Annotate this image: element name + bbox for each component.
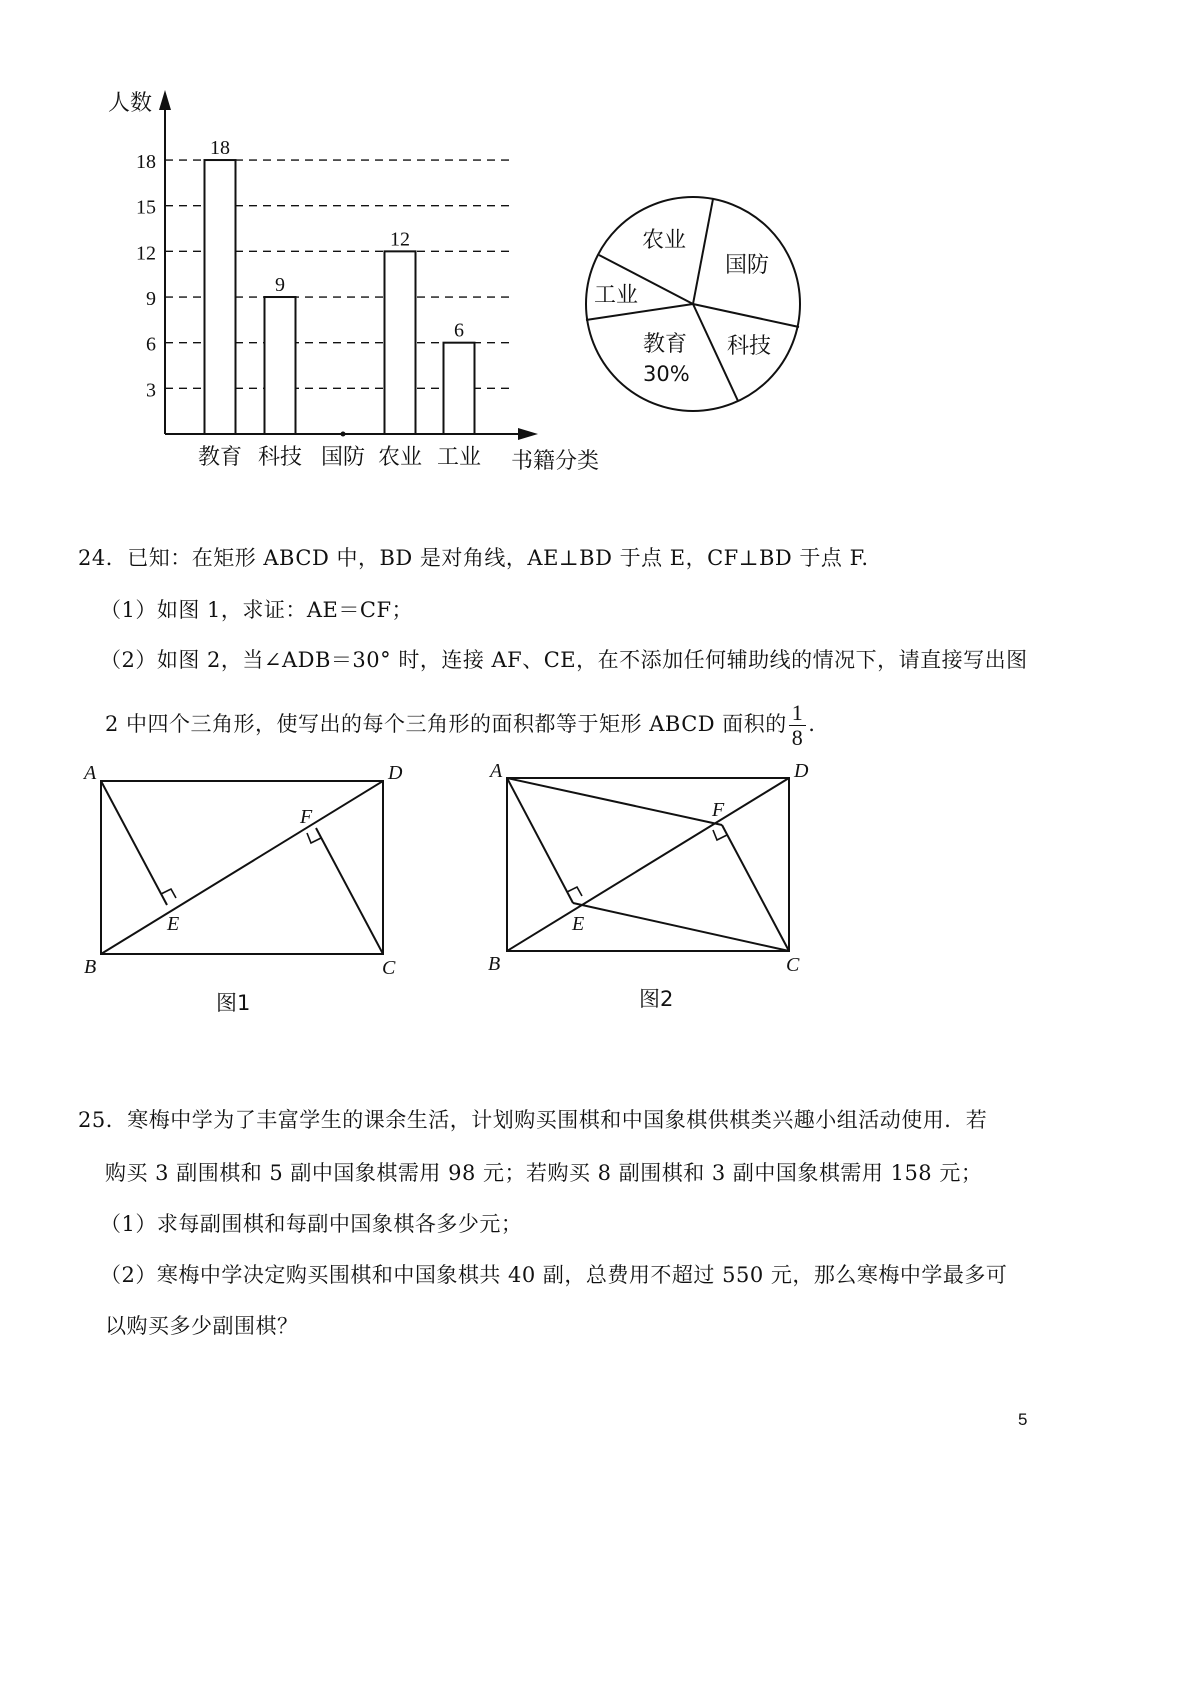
fig2-label-e: E [572, 913, 585, 935]
q24-part2-text: 2 中四个三角形，使写出的每个三角形的面积都等于矩形 ABCD 面积的 [105, 712, 787, 736]
fig1-label-c: C [382, 957, 396, 979]
x-axis-arrow [518, 428, 538, 440]
pie-label-agri: 农业 [642, 228, 687, 253]
x-tick-label-教育: 教育 [197, 445, 243, 470]
pie-annotation-edu: 30% [643, 362, 690, 386]
fig2-diagonal-bd [507, 778, 789, 951]
fig2-label-f: F [712, 799, 725, 821]
fig1-caption: 图1 [216, 991, 251, 1015]
x-tick-label-国防: 国防 [320, 445, 366, 470]
q24-part1: （1）如图 1，求证：AE＝CF； [100, 598, 414, 622]
fig1-label-b: B [84, 956, 97, 978]
bar-工业 [444, 343, 475, 434]
y-tick-label-6: 6 [146, 333, 156, 356]
fig1-label-f: F [300, 806, 313, 828]
pie-label-tech: 科技 [727, 334, 772, 359]
pie-chart [580, 180, 820, 430]
pie-label-defense: 国防 [725, 253, 770, 278]
fig1-segment-ae [101, 781, 167, 905]
fig2-label-c: C [786, 954, 800, 976]
page-number: 5 [1018, 1410, 1028, 1429]
pie-divider-defense-tech [693, 304, 799, 327]
fig2-segment-ae [507, 778, 573, 903]
q25-part2-line1: （2）寒梅中学决定购买围棋和中国象棋共 40 副，总费用不超过 550 元，那么寒梅中学最多可 [100, 1263, 1008, 1287]
q24-part2-line2 [105, 694, 815, 754]
q24-stem: 24．已知：在矩形 ABCD 中，BD 是对角线，AE⊥BD 于点 E，CF⊥BD 于点 F. [78, 546, 869, 570]
y-tick-label-12: 12 [136, 242, 156, 265]
x-tick-label-科技: 科技 [257, 445, 303, 470]
y-axis-arrow [159, 90, 171, 110]
fig2-label-b: B [488, 953, 501, 975]
bar-value-label-科技: 9 [275, 274, 285, 297]
fig2-segment-ce [573, 903, 789, 951]
y-tick-label-18: 18 [136, 151, 156, 174]
y-tick-label-15: 15 [136, 196, 156, 219]
bar-chart [0, 0, 620, 520]
x-tick-label-农业: 农业 [377, 445, 423, 470]
fig2-label-a: A [490, 760, 503, 782]
q25-stem-line2: 购买 3 副围棋和 5 副中国象棋需用 98 元；若购买 8 副围棋和 3 副中国象棋需用 158 元； [105, 1161, 983, 1185]
x-tick-label-工业: 工业 [436, 445, 482, 470]
y-tick-label-9: 9 [146, 288, 156, 311]
bar-农业 [385, 251, 416, 434]
q25-part1: （1）求每副围棋和每副中国象棋各多少元； [100, 1212, 523, 1236]
y-tick-label-3: 3 [146, 379, 156, 402]
x-axis-title: 书籍分类 [511, 449, 600, 474]
fig1-label-d: D [388, 762, 403, 784]
fraction-numerator: 1 [789, 701, 807, 726]
q24-part2-line1: （2）如图 2，当∠ADB＝30° 时，连接 AF、CE，在不添加任何辅助线的情况下，请直接写出图 [100, 648, 1028, 672]
bar-value-label-教育: 18 [210, 137, 230, 160]
q25-stem-line1: 25．寒梅中学为了丰富学生的课余生活，计划购买围棋和中国象棋供棋类兴趣小组活动使用．若 [78, 1108, 988, 1132]
fig2-segment-cf [722, 825, 789, 951]
bar-value-label-农业: 12 [390, 228, 410, 251]
bar-国防 [341, 432, 346, 437]
fraction-one-eighth [789, 701, 807, 750]
fraction-denominator: 8 [791, 725, 804, 750]
fig2-label-d: D [794, 760, 809, 782]
y-axis-title: 人数 [108, 91, 153, 116]
q25-part2-line2: 以购买多少副围棋？ [105, 1314, 299, 1338]
pie-label-ind: 工业 [594, 283, 639, 308]
bar-value-label-工业: 6 [454, 319, 464, 342]
fig1-diagonal-bd [101, 781, 383, 954]
fig2-caption: 图2 [639, 987, 674, 1011]
q24-period: . [808, 712, 816, 736]
fig1-label-a: A [84, 762, 97, 784]
pie-label-edu: 教育 [643, 332, 688, 357]
fig2-segment-af [507, 778, 722, 825]
figure-1 [70, 755, 430, 1025]
bar-科技 [265, 297, 296, 434]
fig1-segment-cf [316, 828, 383, 954]
fig1-label-e: E [167, 913, 180, 935]
pie-divider-agri-defense [693, 199, 713, 304]
figure-2 [480, 755, 840, 1025]
bar-教育 [205, 160, 236, 434]
